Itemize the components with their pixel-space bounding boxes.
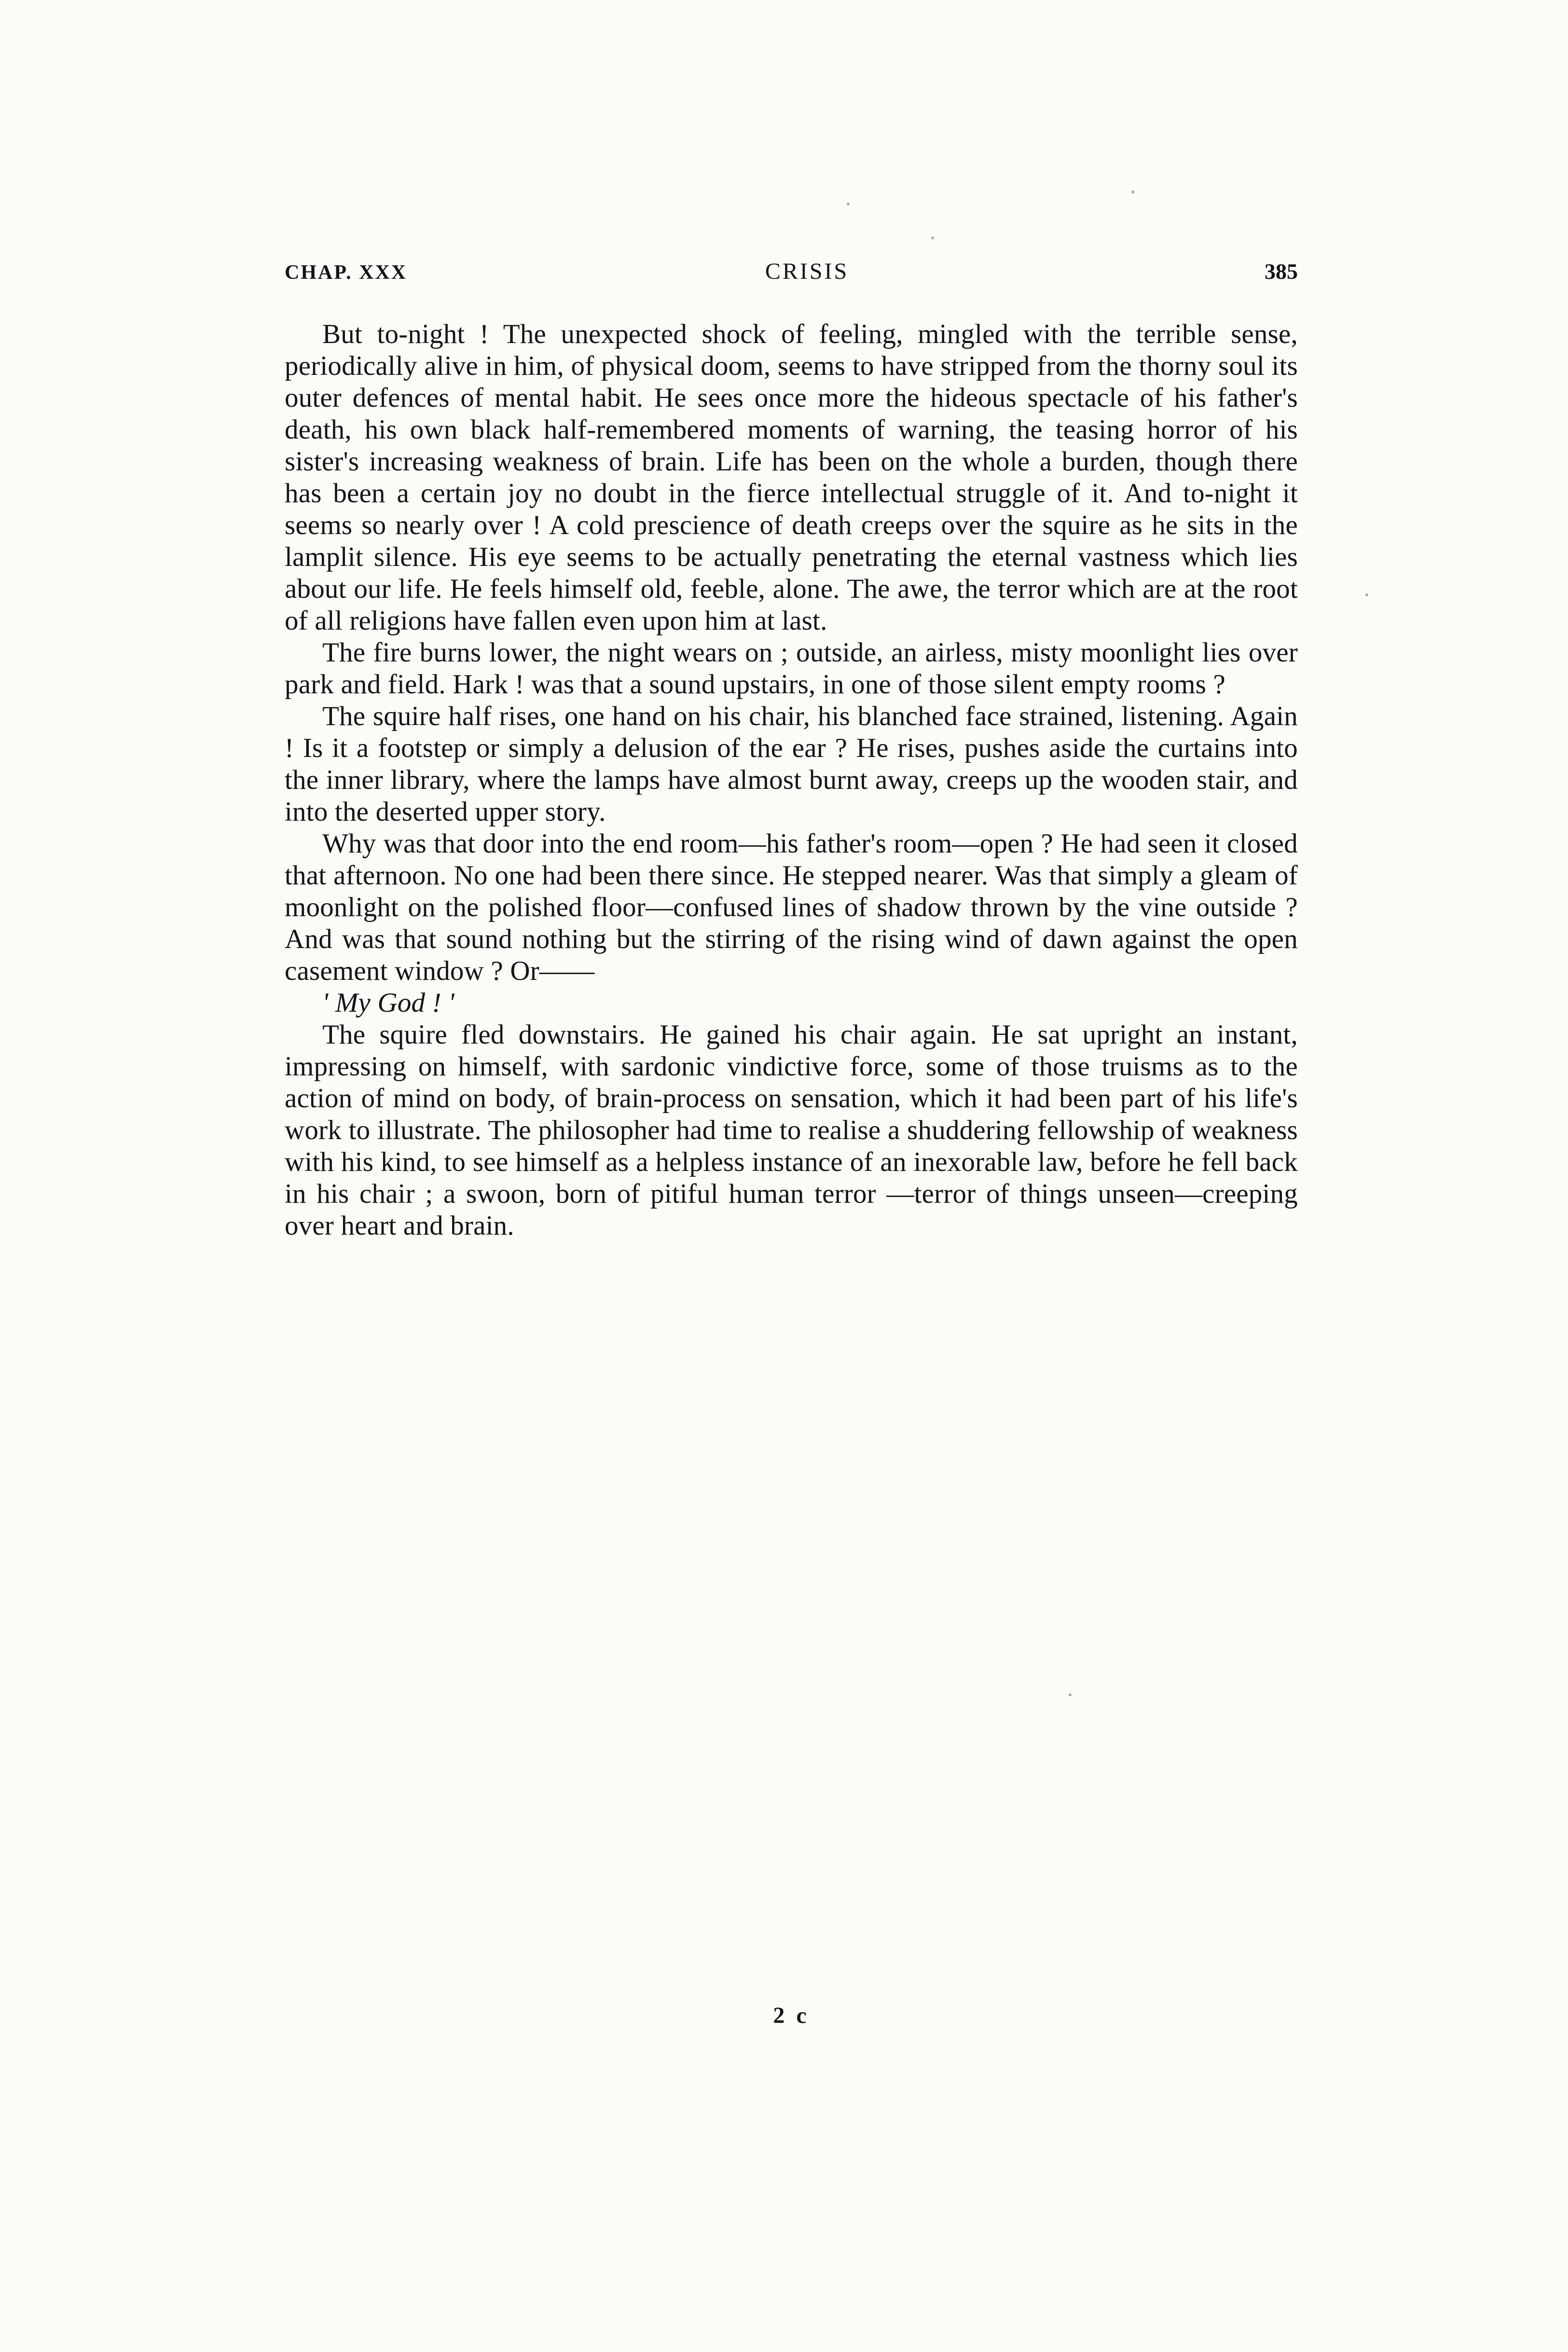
signature-mark: 2 c: [773, 2003, 810, 2028]
page-header: [285, 258, 1298, 285]
scan-speck: [847, 203, 850, 206]
chapter-label: CHAP. XXX: [285, 261, 408, 284]
scan-speck: [1069, 1693, 1072, 1696]
running-title: CRISIS: [765, 259, 849, 284]
paragraph-5-exclamation: ' My God ! ': [322, 988, 454, 1018]
paragraph-2: The fire burns lower, the night wears on ; outside, an airless, misty moonlight lies over park and field. Hark ! was that a sound upstairs, in one of those silent empty rooms ?: [285, 637, 1298, 700]
page-number: 385: [1264, 259, 1298, 284]
paragraph-6: The squire fled downstairs. He gained his chair again. He sat upright an instant, impressing on himself, with sardonic vindictive force, some of those truisms as to the action of mind on body, of brain-process on sensation, which it had been part of his life's work to illustrate. The philosopher had time to realise a shuddering fellowship of weakness with his kind, to see himself as a helpless instance of an inexorable law, before he fell back in his chair ; a swoon, born of pitiful human terror —terror of things unseen—creeping over heart and brain.: [285, 1019, 1298, 1241]
scan-speck: [931, 236, 934, 239]
text-block: [285, 258, 1298, 1242]
paragraph-1: But to-night ! The unexpected shock of feeling, mingled with the terrible sense, periodically alive in him, of physical doom, seems to have stripped from the thorny soul its outer defences of mental habit. He sees once more the hideous spectacle of his father's death, his own black half-remembered moments of warning, the teasing horror of his sister's increasing weakness of brain. Life has been on the whole a burden, though there has been a certain joy no doubt in the fierce intellectual struggle of it. And to-night it seems so nearly over ! A cold prescience of death creeps over the squire as he sits in the lamplit silence. His eye seems to be actually penetrating the eternal vastness which lies about our life. He feels himself old, feeble, alone. The awe, the terror which are at the root of all religions have fallen even upon him at last.: [285, 319, 1298, 636]
body-text: [285, 318, 1298, 1242]
scan-speck: [1131, 191, 1134, 193]
paragraph-4: Why was that door into the end room—his father's room—open ? He had seen it closed that afternoon. No one had been there since. He stepped nearer. Was that simply a gleam of moonlight on the polished floor—confused lines of shadow thrown by the vine outside ? And was that sound nothing but the stirring of the rising wind of dawn against the open casement window ? Or——: [285, 828, 1298, 986]
paragraph-3: The squire half rises, one hand on his chair, his blanched face strained, listening. Again ! Is it a footstep or simply a delusion of the ear ? He rises, pushes aside the curtains into the inner library, where the lamps have almost burnt away, creeps up the wooden stair, and into the deserted upper story.: [285, 701, 1298, 827]
scan-speck: [1365, 593, 1368, 596]
